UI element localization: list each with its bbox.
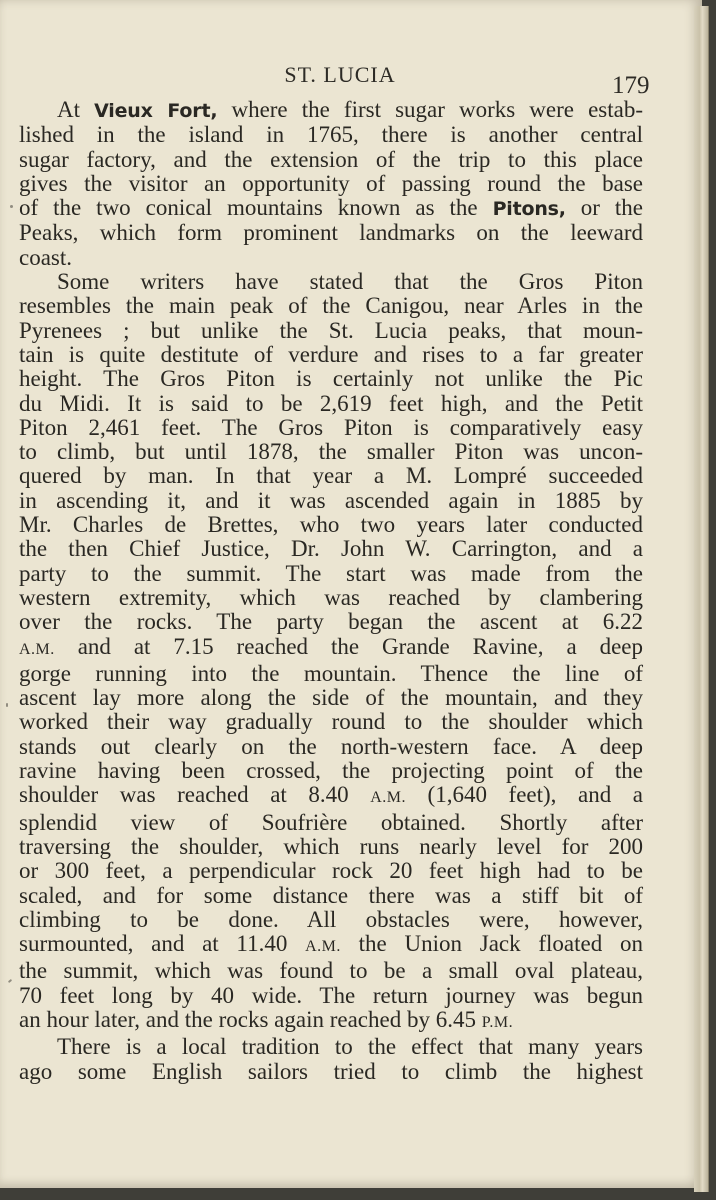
small-caps-time: A.M. xyxy=(19,640,55,658)
bold-place-name: Pitons, xyxy=(492,198,566,221)
page-number: 179 xyxy=(612,72,650,99)
text-line: 70 feet long by 40 wide. The return journey was begun xyxy=(19,982,643,1008)
text-line: shoulder was reached at 8.40 A.M. (1,640 feet), and a xyxy=(19,782,643,808)
text-line: resembles the main peak of the Canigou, near Arles in the xyxy=(19,293,643,319)
text-line: du Midi. It is said to be 2,619 feet high, and the Petit xyxy=(19,390,643,416)
text-line: Some writers have stated that the Gros Piton xyxy=(57,269,643,295)
ink-speck xyxy=(8,979,12,983)
text-line: coast. xyxy=(19,244,73,270)
text-line: party to the summit. The start was made from the xyxy=(19,560,643,586)
text-line: western extremity, which was reached by clambering xyxy=(19,584,643,610)
text-line: an hour later, and the rocks again reached by 6.45 P.M. xyxy=(19,1006,514,1032)
text-line: gorge running into the mountain. Thence the line of xyxy=(19,660,643,686)
small-caps-time: P.M. xyxy=(481,1013,514,1031)
text-line: Peaks, which form prominent landmarks on the leeward xyxy=(19,220,643,246)
text-line: to climb, but until 1878, the smaller Piton was uncon- xyxy=(19,439,643,465)
text-line: height. The Gros Piton is certainly not unlike the Pic xyxy=(19,366,643,392)
paragraph xyxy=(19,1035,643,1084)
text-line: traversing the shoulder, which runs nearly level for 200 xyxy=(19,833,643,859)
body-text xyxy=(19,98,643,1084)
text-line: the summit, which was found to be a small oval plateau, xyxy=(19,958,643,984)
text-line: tain is quite destitute of verdure and rises to a far greater xyxy=(19,341,643,367)
text-line: splendid view of Soufrière obtained. Shortly after xyxy=(19,809,643,835)
text-line: ascent lay more along the side of the mountain, and they xyxy=(19,685,643,711)
text-line: of the two conical mountains known as the Pitons, or the xyxy=(19,195,643,221)
text-line: lished in the island in 1765, there is another central xyxy=(19,122,643,148)
text-line: the then Chief Justice, Dr. John W. Carrington, and a xyxy=(19,536,643,562)
paragraph xyxy=(19,270,643,1035)
text-line: gives the visitor an opportunity of passing round the base xyxy=(19,170,643,196)
text-line: climbing to be done. All obstacles were, however, xyxy=(19,906,643,932)
text-line: worked their way gradually round to the shoulder which xyxy=(19,709,643,735)
text-line: A.M. and at 7.15 reached the Grande Ravine, a deep xyxy=(19,633,643,659)
text-line: Pyrenees ; but unlike the St. Lucia peaks, that moun- xyxy=(19,317,643,343)
text-line: scaled, and for some distance there was a stiff bit of xyxy=(19,882,643,908)
small-caps-time: A.M. xyxy=(305,938,341,956)
text-line: over the rocks. The party began the ascent at 6.22 xyxy=(19,609,643,635)
text-line: Mr. Charles de Brettes, who two years later conducted xyxy=(19,512,643,538)
text-line: stands out clearly on the north-western face. A deep xyxy=(19,733,643,759)
text-line: Piton 2,461 feet. The Gros Piton is comparatively easy xyxy=(19,414,643,440)
small-caps-time: A.M. xyxy=(370,789,406,807)
page-edge xyxy=(694,6,709,1192)
text-line: in ascending it, and it was ascended again in 1885 by xyxy=(19,487,643,513)
text-line: or 300 feet, a perpendicular rock 20 feet high had to be xyxy=(19,858,643,884)
bold-place-name: Vieux Fort, xyxy=(94,100,218,122)
running-head: ST. LUCIA xyxy=(284,62,396,87)
text-line: ago some English sailors tried to climb the highest xyxy=(19,1058,643,1084)
text-line: At Vieux Fort, where the first sugar works were estab- xyxy=(57,97,644,122)
text-line: surmounted, and at 11.40 A.M. the Union Jack floated on xyxy=(19,931,643,957)
text-line: sugar factory, and the extension of the trip to this place xyxy=(19,146,643,172)
text-line: There is a local tradition to the effect that many years xyxy=(57,1034,643,1060)
ink-speck xyxy=(10,205,13,208)
text-line: ravine having been crossed, the projecting point of the xyxy=(19,758,643,784)
ink-speck xyxy=(6,703,8,707)
paragraph xyxy=(19,98,643,270)
text-line: quered by man. In that year a M. Lompré succeeded xyxy=(19,463,643,489)
